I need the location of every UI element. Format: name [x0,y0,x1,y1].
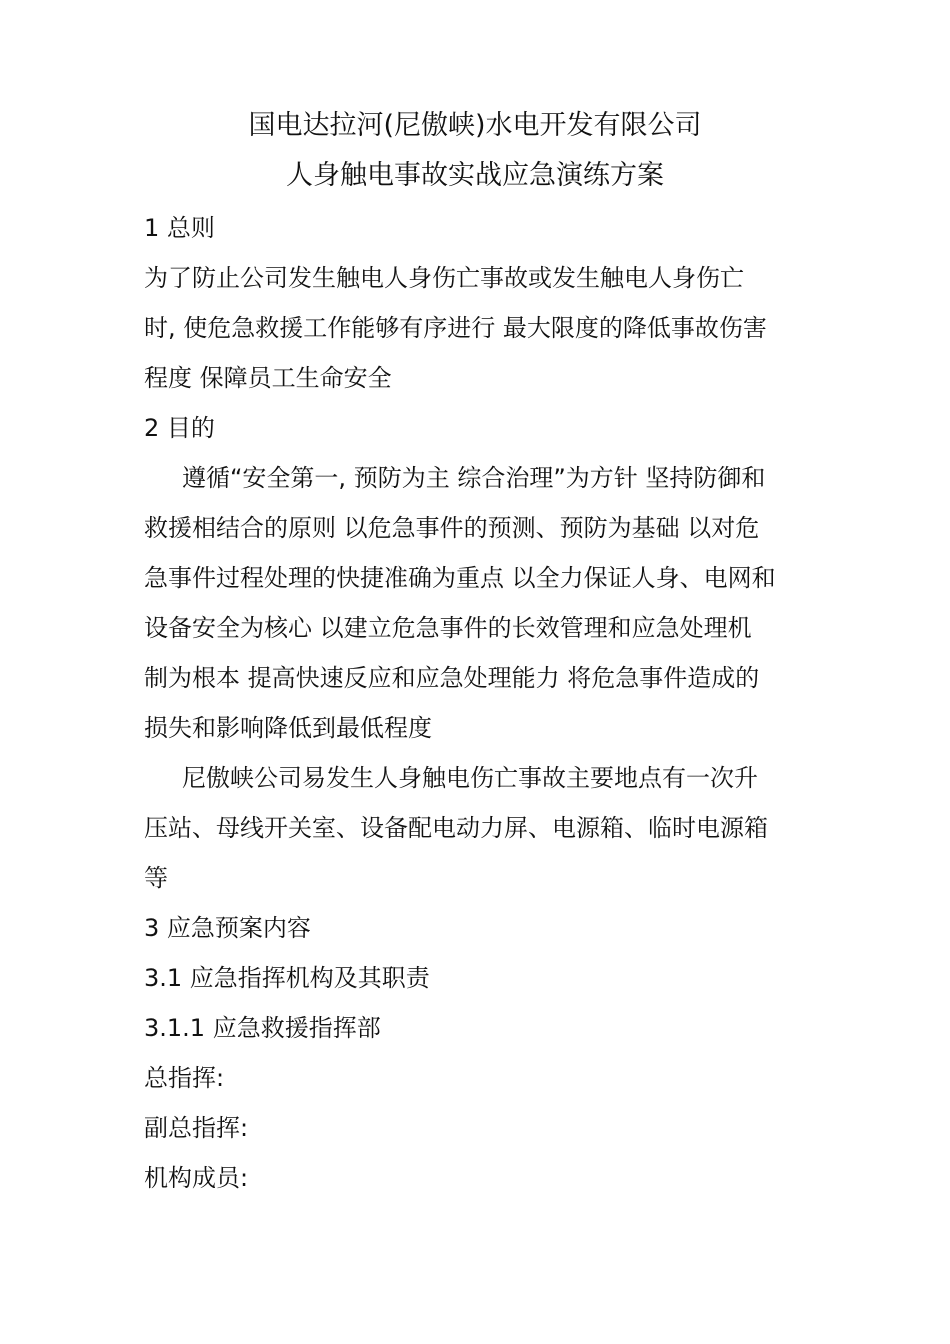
members-label: 机构成员: [144,1164,249,1192]
section-3-heading: 3 应急预案内容 [144,914,311,942]
section-2-para-1-line-5: 制为根本 提高快速反应和应急处理能力 将危急事件造成的 [144,664,760,692]
document-title-line-2: 人身触电事故实战应急演练方案 [286,160,664,191]
deputy-commander-label: 副总指挥: [144,1114,249,1142]
section-1-heading: 1 总则 [144,214,215,242]
section-3-1-heading: 3.1 应急指挥机构及其职责 [144,964,430,992]
section-2-para-2-line-3: 等 [144,864,168,892]
document-title-line-1: 国电达拉河(尼傲峡)水电开发有限公司 [248,110,702,141]
section-1-text-line-3: 程度 保障员工生命安全 [144,364,392,392]
section-3-1-1-heading: 3.1.1 应急救援指挥部 [144,1014,381,1042]
section-2-heading: 2 目的 [144,414,215,442]
section-2-para-2-line-1: 尼傲峡公司易发生人身触电伤亡事故主要地点有一次升 [182,764,758,792]
section-1-text-line-2: 时, 使危急救援工作能够有序进行 最大限度的降低事故伤害 [144,314,767,342]
section-2-para-1-line-1: 遵循“安全第一, 预防为主 综合治理”为方针 坚持防御和 [182,464,766,492]
commander-label: 总指挥: [144,1064,225,1092]
section-2-para-1-line-6: 损失和影响降低到最低程度 [144,714,432,742]
section-2-para-1-line-3: 急事件过程处理的快捷准确为重点 以全力保证人身、电网和 [144,564,776,592]
section-2-para-1-line-2: 救援相结合的原则 以危急事件的预测、预防为基础 以对危 [144,514,760,542]
section-2-para-2-line-2: 压站、母线开关室、设备配电动力屏、电源箱、临时电源箱 [144,814,768,842]
section-1-text-line-1: 为了防止公司发生触电人身伤亡事故或发生触电人身伤亡 [144,264,744,292]
section-2-para-1-line-4: 设备安全为核心 以建立危急事件的长效管理和应急处理机 [144,614,752,642]
